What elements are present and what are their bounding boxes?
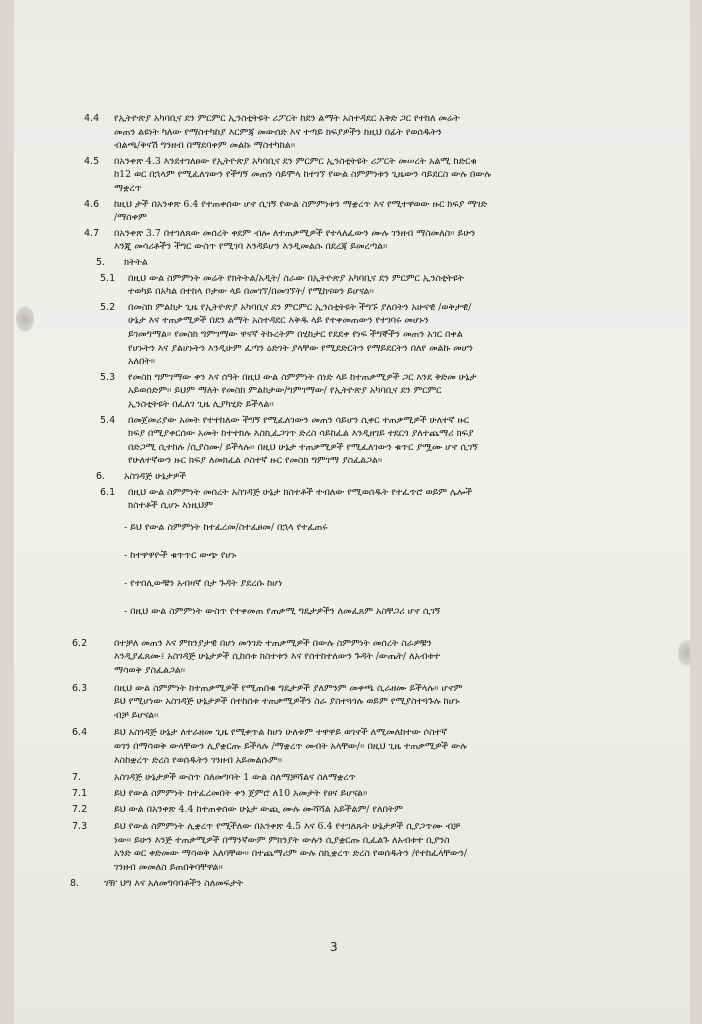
clause-text-line: በዚህ ውል ስምምነት ከተጠቃሚዎች የሚጠበቁ ግዴታዎች ያለምንም መቀጫ ሲራዘሙ ይችላሉ፡፡ ሆኖም [114, 682, 463, 694]
clause-text-line: በተቻለ መጠን እና ምክንያታዊ በሆነ መንገድ ተጠቃሚዎች በውሉ ስምምነት መሰረት ስራዎቹን [114, 637, 432, 649]
bullet-item: - በዚህ ውል ስምምነት ውስጥ የተቀመጠ የጠቃሚ ግዴታዎችን ለመፈጸም አስቸጋሪ ሆኖ ሲገኝ [124, 605, 441, 617]
clause-text-line: የሆኑትን እና ያልሆኑትን እንዲሁም ፈጣን ዕድገት ያላቸው የሚደድርትን የማይደርትን በለየ መልኩ መሆን [128, 342, 473, 354]
clause-text-line: ከዚህ ታች በአንቀጽ 6.4 የተጠቀሰው ሆኖ ሲገኝ የውል ስምምነቱን ማቋረጥ እና የሚተዋወው ዙር ክፍያ ማገድ [114, 198, 487, 210]
clause-text-line: የኢትዮጵያ አካባቢና ደን ምርምር ኢንስቲትዩት ሪፖርት ከደን ልማት አስተዳደር አቅድ ጋር የተከለ መሬት [114, 113, 460, 124]
clause-text-line: ከ12 ወር በኋላም የሚፈለገውን የችግኝ መጠን ሳይሞላ ከተገኘ የውል ስምምነቱን ጊዜውን ሳይደርስ ውሉ በውሉ [114, 169, 491, 181]
clause-number: 6.1 [100, 486, 116, 498]
section-number: 5. [96, 257, 106, 268]
clause-text-line: ክስተቶች ሲሆኑ እነዚህም [128, 500, 213, 512]
clause-text-line: ይገመግማል፡፡ የመስክ ግምገማው ዋናኛ ትኩረትም በሂከታር የደደቀ የነፍ ችግኞችን መጠን አገር በቀል [128, 329, 463, 340]
clause-text-line: አይወሰድም፡፡ ይህም ማለት የመስክ ምልከታው/ግምገማው/ የኢትዮጵያ አካባቢና ደን ምርምር [128, 385, 442, 397]
clause-text-line: ማሳወቅ ያስፈልጋል፡፡ [114, 665, 186, 676]
clause-text-line: በዚህ ውል ስምምነት መሬት የክትትል/አዲት/ ስራው በኢትዮጵያ አካባቢና ደን ምርምር ኢንስቲትዩት [128, 272, 464, 284]
clause-text-line: በመጀመሪያው አመት የተተከለው ችግኝ የሚፈለገውን መጠን ሳይሆን ሲቀር ተጠቃሚዎች ሁለተኛ ዙር [128, 414, 470, 426]
clause-number: 7.2 [72, 804, 88, 816]
clause-number: 4.7 [84, 227, 100, 239]
clause-text-line: ይህ የሚሆነው አስገዳጅ ሁኔታዎች በተከሰቱ ተጠቃሚዎችን ስራ ያስተጓጎሉ ወይም የሚያስተጓጉሉ ከሆኑ [114, 696, 460, 708]
clause-text-line: አንድ ወር ቀድመው ማሳወቅ አለባቸው፡፡ በተጨማሪም ውሉ ስኪቋረጥ ድረስ የወሰዱትን /የተከፈላቸውን/ [114, 848, 468, 860]
clause-number: 5.4 [100, 414, 116, 426]
section-title: ክትትል [124, 257, 148, 268]
section-title: ገዥ ህግ እና አለመግባባቶችን ስለመፍታት [104, 878, 244, 890]
clause-text-line: ማቋረጥ [114, 183, 142, 194]
clause-text-line: በአንቀጽ 4.3 እንደተገለፀው የኢትዮጵያ አካባቢና ደን ምርምር ኢንስቲትዩት ሪፖርት መሠረት አልሚ ከድርቁ [114, 155, 477, 167]
clause-number: 7.3 [72, 821, 88, 832]
bullet-item: - የተበሊውቹን አብዛኛ በታ ጉዳት ያደረሱ ከሆነ [124, 577, 283, 589]
clause-number: 6.4 [72, 727, 88, 739]
punch-hole [678, 640, 690, 666]
clause-text-line: በመስክ ምልከታ ጊዜ የኢትዮጵያ አካባቢና ደን ምርምር ኢንስቲትዩት ችግኙ ያለበትን አሁናዊ /ወቅታዊ/ [128, 301, 472, 313]
clause-text-line: ተወካይ በአካል በተከላ ቦታው ላይ በመገኘ/በመገኘት/ የሚከናወን ይሆናል፡፡ [128, 286, 374, 298]
section-number: 8. [70, 878, 80, 890]
clause-text-line: በአንቀጽ 3.7 በተገለጸው መሰረት ቀደም ብሎ ለተጠቃሚዎች የተላለፈውን ሙሉ ገንዘብ ማስመለስ፡፡ ይሁን [114, 227, 476, 239]
clause-text-line: ይህ የውል ስምምነት ሊቋረጥ የሚችለው በአንቀጽ 4.5 እና 6.4 የተገለጹት ሁኔታዎች ሲያጋጥሙ ብቻ [114, 821, 461, 832]
clause-text-line: ክፍያ በሚያቀርሰው አመት ከተተክሉ እስኪፈጋገጥ ድረስ ሳይከፈል እንዲዘገይ ተደርጎ ያለተጨማሪ ክፍያ [128, 428, 474, 440]
clause-text-line: በድጋሚ ሲተከሉ /ሲያስሙ/ ይችላሉ፡፡ በዚህ ሁኔታ ተጠቃሚዎች የሚፈለገውን ቁጥር ያሟሙ ሆኖ ሲገኝ [128, 441, 478, 453]
clause-number: 4.5 [84, 155, 100, 167]
clause-text-line: እስከቋረጥ ድረስ የወሰዱትን ገንዘብ አይመልሱም፡፡ [114, 754, 283, 766]
clause-text-line: በዚህ ውል ስምምነት መሰረት አስገዳጅ ሁኔታ ክስተቶች ተብለው የሚወሰዱት የተፈጥሮ ወይም ሌሎች [128, 486, 473, 498]
clause-text-line: /ማሰቀም [114, 212, 147, 224]
section-title: አስገዳጅ ሁኔታዎች [124, 471, 187, 482]
clause-number: 6.3 [72, 682, 88, 694]
clause-text-line: ነው፡፡ ይሁን እንጅ ተጠቃሚዎች በማንኛውም ምክንያት ውሉን ሲያቋርጡ ቢፈልጉ ለአብቱተ ቢያንስ [114, 834, 450, 846]
clause-text-line: የመስክ ግምገማው ቀን እና ሰዓት በዚህ ውል ስምምነት ሰነድ ላይ ከተጠቃሚዎች ጋር እንደ ቅድመ ሁኔታ [128, 371, 477, 383]
section-number: 7. [72, 772, 82, 784]
clause-number: 4.6 [84, 198, 100, 210]
clause-text-line: እንዲያፈጸሙ፤ አስገዳጅ ሁኔታዎች ሲከሰቱ ክስተቱን እና የሰተከተለውን ጉዳት /ውጤት/ ለአብቱተ [114, 651, 441, 663]
clause-text-line: መጠን ልዩነት ካለው የማስተካከያ እርምጃ መውሰድ እና ተጣይ ክፍያዎችን ከዚህ በፊት የወሰዱትን [114, 126, 442, 138]
clause-number: 4.4 [84, 113, 100, 124]
clause-number: 7.1 [72, 787, 88, 799]
document-page [14, 0, 690, 1024]
clause-text-line: ኢንስቲትዩት በፈለገ ጊዜ ሊያካሂድ ይችላል፡፡ [128, 399, 274, 410]
clause-number: 5.3 [100, 371, 116, 383]
clause-number: 5.2 [100, 301, 116, 313]
clause-text-line: የሁለተኛውን ዙር ክፍያ ለመክፈል ሶስተኛ ዙር የመስክ ግምገማ ያስፈልጋል፡፡ [128, 455, 383, 467]
punch-hole [16, 306, 34, 332]
bullet-item: - ይህ የውል ስምምነት ከተፈረመ/ስተፈፀመ/ በኋላ የተፈጠሩ [124, 521, 328, 533]
clause-text-line: ሁኔታ እና ተጠቃሚዎች በደን ልማት አስተዳደር እቅዱ ላይ የተቀመጠውን የተገባሩ መሆኑን [128, 315, 429, 327]
clause-text-line: ብቻ ይሆናል፡፡ [114, 709, 159, 721]
bullet-item: - ከተዋዋዮች ቁጥጥር ውጭ የሆኑ [124, 549, 237, 561]
clause-text-line: እንጂ መሳሪቶችን ችግር ውስጥ የሚገባ እንዳይሆን እንዲመልሱ በደረጃ ይመረጣል፡፡ [114, 241, 388, 253]
clause-text-line: ወገን በማሳወቅ ውላቸውን ሊያቋርጡ ይችላሉ /ማቋረጥ መብት አላቸው/፡፡ በዚህ ጊዜ ተጠቃሚዎች ውሉ [114, 741, 467, 752]
clause-text-line: ይህ የውል ስምምነት ከተፈረመበት ቀን ጀምሮ ለ10 አመታት የፀና ይሆናል፡፡ [114, 787, 368, 799]
clause-text-line: አለበት፡፡ [128, 356, 156, 368]
clause-text-line: ይህ አስገዳጅ ሁኔታ ለተራዘመ ጊዜ የሚቀጥል ከሆነ ሁለቱም ተዋዋይ ወገኖች ለሚመለከተው ሶስተኛ [114, 727, 447, 739]
clause-text-line: ብልጫ/ቅናሽ ግንዘብ በማደባቀም መልኩ ማስተካከል፡፡ [114, 140, 296, 152]
clause-text-line: ይህ ውል በአንቀጽ 4.4 ከተጠቀሰው ሁኔታ ውጪ ሙሉ ሙሻሻል አይችልም/ የለበትም [114, 804, 403, 816]
section-title: አስገዳጅ ሁኔታዎች ውስጥ ስለመግባት 1 ውል ስለማቻሻልና ስለማቋረጥ [114, 772, 356, 784]
clause-number: 6.2 [72, 637, 88, 649]
section-number: 6. [96, 471, 106, 482]
page-number: 3 [330, 940, 338, 954]
clause-text-line: ገንዘብ መመለስ ይጠበቅባቸዋል፡፡ [114, 861, 223, 873]
clause-number: 5.1 [100, 272, 116, 284]
